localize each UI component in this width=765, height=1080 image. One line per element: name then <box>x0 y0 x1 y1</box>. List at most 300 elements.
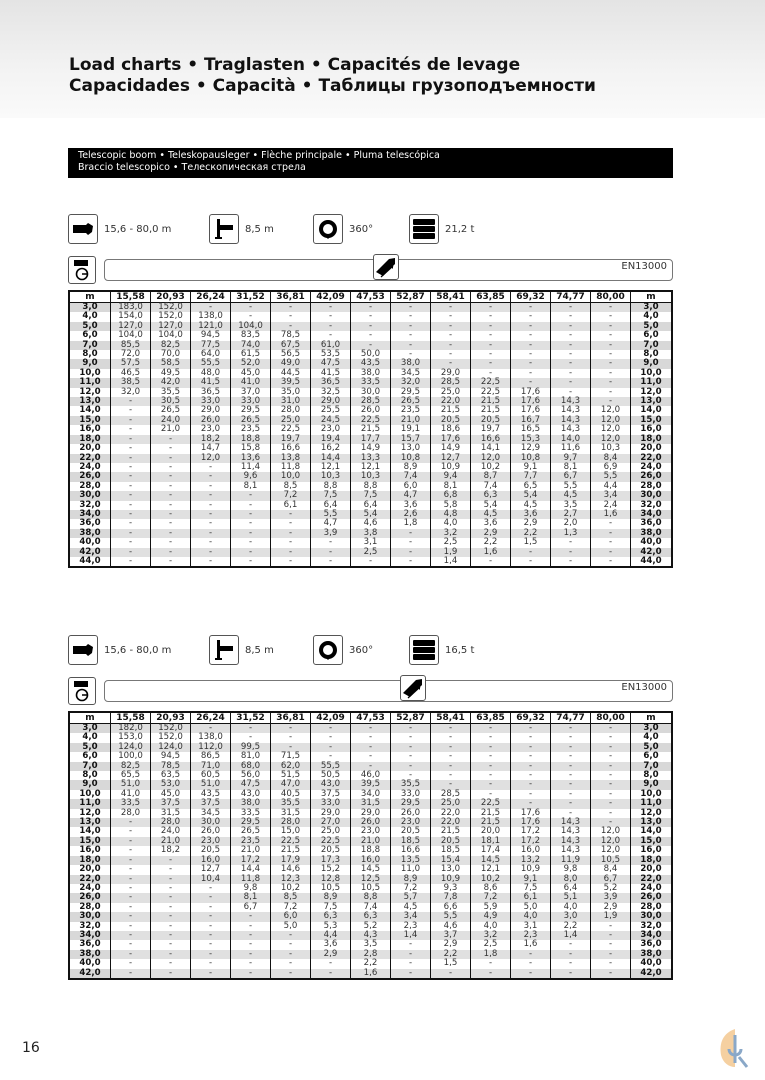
capacity-cell: 10,2 <box>471 875 511 884</box>
capacity-cell: - <box>551 969 591 979</box>
capacity-cell: - <box>431 350 471 359</box>
radius-cell: 36,0 <box>631 519 673 528</box>
capacity-cell: - <box>111 519 151 528</box>
capacity-cell: - <box>591 538 631 547</box>
capacity-cell: - <box>111 865 151 874</box>
capacity-cell: - <box>231 969 271 979</box>
capacity-cell: - <box>591 762 631 771</box>
capacity-cell: 16,6 <box>471 435 511 444</box>
capacity-cell: - <box>591 388 631 397</box>
capacity-cell: 20,0 <box>471 827 511 836</box>
capacity-cell: 2,8 <box>351 950 391 959</box>
boom-length-header: 52,87 <box>391 291 431 303</box>
radius-cell: 32,0 <box>631 922 673 931</box>
telescoping-bar <box>68 256 673 288</box>
capacity-cell: - <box>191 529 231 538</box>
capacity-cell: 8,9 <box>391 875 431 884</box>
boom-length-header: 36,81 <box>271 291 311 303</box>
spec-row <box>68 635 673 671</box>
capacity-cell: - <box>431 322 471 331</box>
capacity-cell: - <box>271 510 311 519</box>
capacity-cell: 61,5 <box>231 350 271 359</box>
capacity-cell: - <box>191 482 231 491</box>
capacity-cell: - <box>151 856 191 865</box>
capacity-cell: 1,4 <box>431 557 471 567</box>
capacity-cell: 35,0 <box>271 388 311 397</box>
capacity-cell: - <box>511 378 551 387</box>
capacity-cell: - <box>391 752 431 761</box>
capacity-cell: - <box>511 350 551 359</box>
capacity-cell: 1,5 <box>511 538 551 547</box>
capacity-cell: 2,5 <box>471 940 511 949</box>
rotation-360-icon <box>313 635 343 665</box>
capacity-cell: - <box>591 818 631 827</box>
capacity-cell: - <box>391 312 431 321</box>
boom-length-header: 31,52 <box>231 712 271 724</box>
capacity-cell: 28,0 <box>111 809 151 818</box>
capacity-cell: 29,5 <box>391 799 431 808</box>
capacity-cell: 16,5 <box>511 425 551 434</box>
capacity-cell: 70,0 <box>151 350 191 359</box>
capacity-cell: 49,5 <box>151 369 191 378</box>
capacity-cell: 8,1 <box>231 893 271 902</box>
capacity-cell: - <box>431 331 471 340</box>
capacity-cell: - <box>311 538 351 547</box>
capacity-cell: 10,9 <box>511 865 551 874</box>
capacity-cell: - <box>191 950 231 959</box>
capacity-cell: 16,0 <box>511 846 551 855</box>
capacity-cell: - <box>271 312 311 321</box>
capacity-cell: 1,6 <box>471 548 511 557</box>
capacity-cell: 7,2 <box>271 903 311 912</box>
boom-length-header: 20,93 <box>151 712 191 724</box>
capacity-cell: 68,0 <box>231 762 271 771</box>
radius-cell: 26,0 <box>69 472 111 481</box>
capacity-cell: 10,3 <box>351 472 391 481</box>
capacity-cell: 3,5 <box>551 501 591 510</box>
capacity-cell: - <box>151 538 191 547</box>
title-line-1: Load charts • Traglasten • Capacités de levage <box>69 55 521 75</box>
capacity-cell: - <box>151 557 191 567</box>
capacity-cell: 16,6 <box>271 444 311 453</box>
boom-length-header: 80,00 <box>591 712 631 724</box>
capacity-cell: - <box>191 463 231 472</box>
capacity-cell: 23,5 <box>231 425 271 434</box>
capacity-cell: - <box>191 557 231 567</box>
capacity-cell: 10,0 <box>271 472 311 481</box>
capacity-cell: - <box>471 350 511 359</box>
radius-cell: 10,0 <box>631 790 673 799</box>
capacity-cell: 67,5 <box>271 341 311 350</box>
capacity-cell: 3,4 <box>391 912 431 921</box>
capacity-cell: 1,6 <box>351 969 391 979</box>
capacity-cell: 43,0 <box>231 790 271 799</box>
capacity-cell: 34,5 <box>191 809 231 818</box>
capacity-cell: - <box>551 950 591 959</box>
capacity-cell: 4,7 <box>391 491 431 500</box>
capacity-cell: 18,6 <box>431 425 471 434</box>
capacity-cell: 127,0 <box>151 322 191 331</box>
capacity-cell: 11,9 <box>551 856 591 865</box>
capacity-cell: - <box>111 837 151 846</box>
capacity-cell: 7,4 <box>391 472 431 481</box>
capacity-cell: 104,0 <box>231 322 271 331</box>
capacity-cell: 41,0 <box>111 790 151 799</box>
capacity-cell: 15,3 <box>511 435 551 444</box>
spec-value: 16,5 t <box>445 644 475 656</box>
capacity-cell: 64,0 <box>191 350 231 359</box>
capacity-cell: 11,4 <box>231 463 271 472</box>
capacity-cell: - <box>231 922 271 931</box>
capacity-cell: - <box>111 454 151 463</box>
radius-cell: 4,0 <box>631 733 673 742</box>
capacity-cell: 15,0 <box>271 827 311 836</box>
capacity-cell: 32,5 <box>311 388 351 397</box>
capacity-cell: - <box>391 743 431 752</box>
capacity-cell: - <box>231 912 271 921</box>
capacity-cell: 41,5 <box>311 369 351 378</box>
capacity-cell: 11,8 <box>271 463 311 472</box>
outrigger-base-icon <box>209 635 239 665</box>
section-line-2: Braccio telescopico • Телескопическая стрела <box>78 162 306 173</box>
capacity-cell: - <box>271 969 311 979</box>
capacity-cell: 6,7 <box>591 875 631 884</box>
radius-cell: 40,0 <box>69 538 111 547</box>
capacity-cell: 28,0 <box>151 818 191 827</box>
capacity-cell: - <box>111 472 151 481</box>
boom-length-header: 80,00 <box>591 291 631 303</box>
capacity-cell: - <box>511 959 551 968</box>
capacity-cell: 8,4 <box>591 865 631 874</box>
capacity-cell: 26,5 <box>231 827 271 836</box>
capacity-cell: 19,7 <box>471 425 511 434</box>
capacity-cell: 47,5 <box>231 780 271 789</box>
capacity-cell: 4,6 <box>431 922 471 931</box>
capacity-cell: - <box>551 780 591 789</box>
capacity-cell: 12,0 <box>591 416 631 425</box>
capacity-cell: - <box>311 733 351 742</box>
capacity-cell: 22,0 <box>431 809 471 818</box>
radius-cell: 24,0 <box>69 463 111 472</box>
capacity-cell: 74,0 <box>231 341 271 350</box>
capacity-cell: - <box>471 322 511 331</box>
capacity-cell: - <box>551 557 591 567</box>
capacity-cell: - <box>391 969 431 979</box>
capacity-cell: 124,0 <box>151 743 191 752</box>
boom-length-header: 20,93 <box>151 291 191 303</box>
capacity-cell: - <box>191 724 231 734</box>
capacity-cell: 1,6 <box>511 940 551 949</box>
capacity-cell: 14,3 <box>551 416 591 425</box>
capacity-cell: - <box>111 931 151 940</box>
radius-cell: 28,0 <box>69 903 111 912</box>
capacity-cell: - <box>111 482 151 491</box>
radius-cell: 40,0 <box>69 959 111 968</box>
capacity-cell: - <box>471 762 511 771</box>
radius-cell: 12,0 <box>631 809 673 818</box>
capacity-cell: 35,5 <box>271 799 311 808</box>
capacity-cell: 8,5 <box>271 482 311 491</box>
capacity-cell: - <box>271 724 311 734</box>
capacity-cell: - <box>511 548 551 557</box>
capacity-cell: 21,0 <box>231 846 271 855</box>
capacity-cell: - <box>511 322 551 331</box>
capacity-cell: 94,5 <box>191 331 231 340</box>
capacity-cell: 2,5 <box>351 548 391 557</box>
capacity-cell: 29,5 <box>391 388 431 397</box>
radius-cell: 14,0 <box>631 406 673 415</box>
capacity-cell: 5,0 <box>271 922 311 931</box>
capacity-cell: - <box>231 548 271 557</box>
spec-value: 360° <box>349 644 374 656</box>
capacity-cell: - <box>151 519 191 528</box>
capacity-cell: - <box>511 733 551 742</box>
capacity-cell: 33,5 <box>231 809 271 818</box>
capacity-cell: - <box>471 790 511 799</box>
radius-cell: 42,0 <box>69 548 111 557</box>
radius-cell: 20,0 <box>69 444 111 453</box>
capacity-cell: - <box>271 519 311 528</box>
capacity-cell: 78,5 <box>271 331 311 340</box>
capacity-cell: 51,0 <box>111 780 151 789</box>
capacity-cell: - <box>391 548 431 557</box>
capacity-cell: - <box>111 397 151 406</box>
capacity-cell: 55,5 <box>191 359 231 368</box>
capacity-cell: 9,4 <box>431 472 471 481</box>
capacity-cell: 21,5 <box>471 809 511 818</box>
capacity-cell: 21,5 <box>271 846 311 855</box>
capacity-cell: 16,6 <box>391 846 431 855</box>
capacity-cell: - <box>271 538 311 547</box>
capacity-cell: - <box>351 341 391 350</box>
capacity-cell: 13,6 <box>231 454 271 463</box>
title-line-2: Capacidades • Capacità • Таблицы грузоподъемности <box>69 76 596 96</box>
capacity-cell: 20,5 <box>471 416 511 425</box>
capacity-cell: - <box>151 950 191 959</box>
capacity-cell: - <box>511 557 551 567</box>
spec-counterweight <box>409 635 474 665</box>
capacity-cell: 3,8 <box>351 529 391 538</box>
capacity-cell: - <box>391 724 431 734</box>
capacity-cell: 35,5 <box>391 780 431 789</box>
capacity-cell: - <box>151 903 191 912</box>
capacity-cell: 8,0 <box>551 875 591 884</box>
capacity-cell: - <box>591 969 631 979</box>
section-line-1: Telescopic boom • Teleskopausleger • Flèche principale • Pluma telescópica <box>78 150 440 161</box>
radius-cell: 20,0 <box>69 865 111 874</box>
capacity-cell: 6,4 <box>351 501 391 510</box>
capacity-cell: 14,5 <box>471 856 511 865</box>
capacity-cell: 154,0 <box>111 312 151 321</box>
capacity-cell: 15,8 <box>231 444 271 453</box>
capacity-cell: 104,0 <box>111 331 151 340</box>
capacity-cell: 45,0 <box>231 369 271 378</box>
capacity-cell: - <box>511 359 551 368</box>
capacity-cell: 6,4 <box>311 501 351 510</box>
capacity-cell: - <box>111 950 151 959</box>
radius-cell: 16,0 <box>631 425 673 434</box>
capacity-cell: 3,6 <box>311 940 351 949</box>
capacity-cell: - <box>231 491 271 500</box>
capacity-cell: - <box>111 912 151 921</box>
capacity-cell: - <box>191 969 231 979</box>
capacity-cell: - <box>191 472 231 481</box>
capacity-cell: 20,5 <box>191 846 231 855</box>
radius-cell: 7,0 <box>631 762 673 771</box>
capacity-cell: 18,8 <box>231 435 271 444</box>
capacity-cell: 10,5 <box>351 884 391 893</box>
capacity-cell: 12,1 <box>351 463 391 472</box>
capacity-cell: 41,0 <box>231 378 271 387</box>
capacity-cell: 33,0 <box>311 799 351 808</box>
capacity-cell: - <box>391 557 431 567</box>
capacity-cell: 6,1 <box>271 501 311 510</box>
capacity-cell: 47,0 <box>271 780 311 789</box>
radius-cell: 4,0 <box>69 733 111 742</box>
capacity-cell: 22,5 <box>471 388 511 397</box>
capacity-cell: - <box>351 762 391 771</box>
capacity-cell: 14,9 <box>351 444 391 453</box>
capacity-cell: 13,5 <box>391 856 431 865</box>
capacity-cell: 27,0 <box>311 818 351 827</box>
capacity-cell: - <box>591 771 631 780</box>
capacity-cell: 77,5 <box>191 341 231 350</box>
capacity-cell: 38,0 <box>391 359 431 368</box>
capacity-cell: - <box>391 959 431 968</box>
capacity-cell: 6,3 <box>351 912 391 921</box>
capacity-cell: 21,0 <box>151 837 191 846</box>
radius-cell: 10,0 <box>69 369 111 378</box>
capacity-cell: - <box>551 538 591 547</box>
capacity-cell: 2,3 <box>511 931 551 940</box>
capacity-cell: - <box>311 322 351 331</box>
capacity-cell: 10,5 <box>591 856 631 865</box>
capacity-cell: - <box>511 752 551 761</box>
capacity-cell: 14,0 <box>551 435 591 444</box>
capacity-cell: - <box>271 529 311 538</box>
capacity-cell: 4,0 <box>471 922 511 931</box>
capacity-cell: - <box>151 529 191 538</box>
radius-cell: 38,0 <box>69 529 111 538</box>
capacity-cell: - <box>111 444 151 453</box>
capacity-cell: 3,1 <box>511 922 551 931</box>
capacity-cell: - <box>391 303 431 313</box>
capacity-cell: 14,3 <box>551 397 591 406</box>
capacity-cell: 17,6 <box>511 809 551 818</box>
capacity-cell: 38,0 <box>351 369 391 378</box>
capacity-cell: 94,5 <box>151 752 191 761</box>
capacity-cell: - <box>391 950 431 959</box>
capacity-cell: 33,5 <box>111 799 151 808</box>
watermark-logo-icon <box>715 1027 755 1071</box>
capacity-cell: - <box>591 331 631 340</box>
capacity-cell: 21,5 <box>471 406 511 415</box>
boom-length-header: 69,32 <box>511 291 551 303</box>
capacity-cell: - <box>591 350 631 359</box>
capacity-cell: 9,8 <box>551 865 591 874</box>
capacity-cell: 10,8 <box>391 454 431 463</box>
capacity-cell: 55,5 <box>311 762 351 771</box>
capacity-cell: - <box>551 322 591 331</box>
capacity-cell: 30,0 <box>191 818 231 827</box>
load-chart-2 <box>68 635 673 980</box>
capacity-cell: 56,0 <box>231 771 271 780</box>
capacity-cell: - <box>271 743 311 752</box>
capacity-cell: - <box>511 762 551 771</box>
capacity-cell: 14,9 <box>431 444 471 453</box>
capacity-cell: 12,0 <box>591 846 631 855</box>
capacity-cell: - <box>271 931 311 940</box>
capacity-cell: - <box>551 303 591 313</box>
capacity-cell: 50,0 <box>351 350 391 359</box>
capacity-cell: 29,0 <box>191 406 231 415</box>
capacity-cell: 5,0 <box>511 903 551 912</box>
capacity-cell: 86,5 <box>191 752 231 761</box>
capacity-cell: 1,9 <box>591 912 631 921</box>
radius-cell: 7,0 <box>631 341 673 350</box>
capacity-cell: - <box>351 724 391 734</box>
capacity-cell: 65,5 <box>111 771 151 780</box>
capacity-cell: 71,0 <box>191 762 231 771</box>
capacity-cell: 2,3 <box>391 922 431 931</box>
boom-length-header: 15,58 <box>111 712 151 724</box>
spec-value: 21,2 t <box>445 223 475 235</box>
capacity-cell: 25,5 <box>311 406 351 415</box>
radius-cell: 28,0 <box>631 903 673 912</box>
boom-length-header: 47,53 <box>351 712 391 724</box>
boom-length-header: 42,09 <box>311 712 351 724</box>
capacity-cell: - <box>591 790 631 799</box>
capacity-cell: 2,9 <box>471 529 511 538</box>
capacity-cell: - <box>231 501 271 510</box>
capacity-cell: - <box>151 510 191 519</box>
capacity-cell: 18,5 <box>391 837 431 846</box>
capacity-cell: 21,5 <box>431 406 471 415</box>
capacity-cell: - <box>151 959 191 968</box>
capacity-cell: - <box>431 312 471 321</box>
capacity-cell: 12,0 <box>471 454 511 463</box>
spec-outrigger <box>209 635 274 665</box>
capacity-cell: 4,7 <box>311 519 351 528</box>
capacity-cell: 3,6 <box>391 501 431 510</box>
capacity-cell: 10,9 <box>431 463 471 472</box>
capacity-cell: 2,2 <box>551 922 591 931</box>
capacity-cell: 15,2 <box>311 865 351 874</box>
capacity-cell: 112,0 <box>191 743 231 752</box>
capacity-cell: 2,9 <box>431 940 471 949</box>
capacity-cell: 6,7 <box>551 472 591 481</box>
capacity-cell: - <box>151 482 191 491</box>
capacity-cell: 7,5 <box>311 491 351 500</box>
capacity-cell: - <box>471 303 511 313</box>
capacity-cell: - <box>551 733 591 742</box>
capacity-cell: 7,4 <box>351 903 391 912</box>
capacity-cell: 30,5 <box>151 397 191 406</box>
radius-cell: 15,0 <box>631 837 673 846</box>
capacity-cell: - <box>111 416 151 425</box>
capacity-cell: 48,0 <box>191 369 231 378</box>
capacity-cell: 31,5 <box>271 809 311 818</box>
capacity-cell: 4,5 <box>551 491 591 500</box>
capacity-cell: 29,0 <box>431 369 471 378</box>
spec-value: 8,5 m <box>245 223 274 235</box>
capacity-cell: - <box>551 341 591 350</box>
spec-boom-length <box>68 635 171 665</box>
counterweight-icon <box>409 214 439 244</box>
capacity-cell: 61,0 <box>311 341 351 350</box>
capacity-cell: - <box>231 931 271 940</box>
capacity-cell: 49,0 <box>271 359 311 368</box>
